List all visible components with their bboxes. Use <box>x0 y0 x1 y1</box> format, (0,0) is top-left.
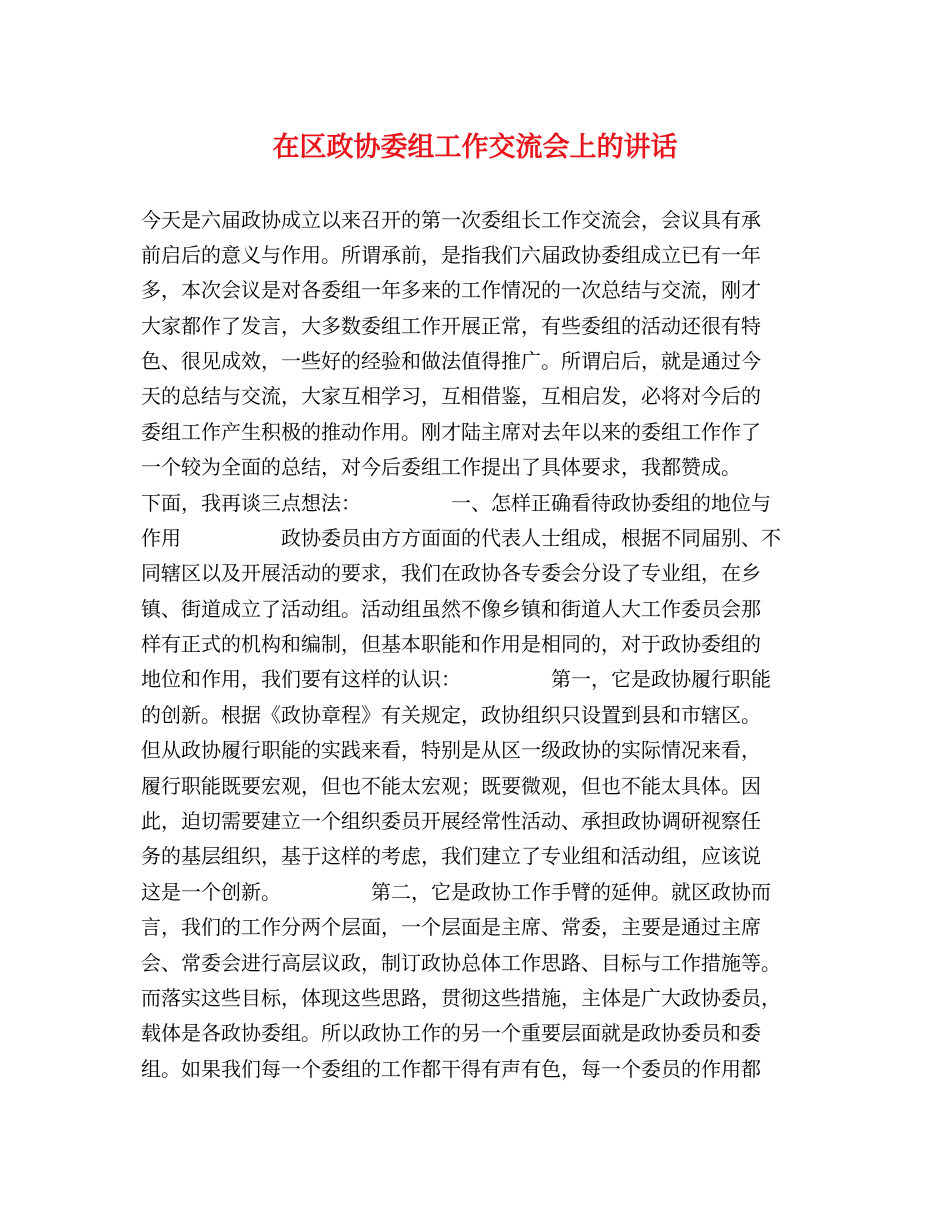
paragraph-line: 地位和作用，我们要有这样的认识： 第一，它是政协履行职能 <box>141 667 771 691</box>
paragraph-line: 此，迫切需要建立一个组织委员开展经常性活动、承担政协调研视察任 <box>141 809 761 833</box>
paragraph-line: 天的总结与交流，大家互相学习，互相借鉴，互相启发，必将对今后的 <box>141 384 761 408</box>
paragraph-line: 作用 政协委员由方方面面的代表人士组成，根据不同届别、不 <box>141 526 781 550</box>
paragraph-line: 会、常委会进行高层议政，制订政协总体工作思路、目标与工作措施等。 <box>141 951 781 975</box>
paragraph-line: 今天是六届政协成立以来召开的第一次委组长工作交流会，会议具有承 <box>141 208 761 232</box>
document-title: 在区政协委组工作交流会上的讲话 <box>272 132 678 163</box>
paragraph-line: 下面，我再谈三点想法： 一、怎样正确看待政协委组的地位与 <box>141 491 771 515</box>
paragraph-line: 而落实这些目标，体现这些思路，贯彻这些措施，主体是广大政协委员， <box>141 986 781 1010</box>
paragraph-line: 载体是各政协委组。所以政协工作的另一个重要层面就是政协委员和委 <box>141 1021 761 1045</box>
paragraph-line: 多，本次会议是对各委组一年多来的工作情况的一次总结与交流，刚才 <box>141 278 761 302</box>
paragraph-line: 同辖区以及开展活动的要求，我们在政协各专委会分设了专业组，在乡 <box>141 561 761 585</box>
paragraph-line: 样有正式的机构和编制，但基本职能和作用是相同的，对于政协委组的 <box>141 632 761 656</box>
paragraph-line: 色、很见成效，一些好的经验和做法值得推广。所谓启后，就是通过今 <box>141 349 761 373</box>
paragraph-line: 委组工作产生积极的推动作用。刚才陆主席对去年以来的委组工作作了 <box>141 420 761 444</box>
paragraph-line: 但从政协履行职能的实践来看，特别是从区一级政协的实际情况来看， <box>141 738 761 762</box>
paragraph-line: 务的基层组织，基于这样的考虑，我们建立了专业组和活动组，应该说 <box>141 844 761 868</box>
paragraph-line: 一个较为全面的总结，对今后委组工作提出了具体要求，我都赞成。 <box>141 455 741 479</box>
paragraph-line: 言，我们的工作分两个层面，一个层面是主席、常委，主要是通过主席 <box>141 915 761 939</box>
paragraph-line: 履行职能既要宏观，但也不能太宏观；既要微观，但也不能太具体。因 <box>141 774 761 798</box>
paragraph-line: 前启后的意义与作用。所谓承前，是指我们六届政协委组成立已有一年 <box>141 243 761 267</box>
paragraph-line: 镇、街道成立了活动组。活动组虽然不像乡镇和街道人大工作委员会那 <box>141 597 761 621</box>
paragraph-line: 组。如果我们每一个委组的工作都干得有声有色，每一个委员的作用都 <box>141 1057 761 1081</box>
paragraph-line: 的创新。根据《政协章程》有关规定，政协组织只设置到县和市辖区。 <box>141 703 761 727</box>
paragraph-line: 大家都作了发言，大多数委组工作开展正常，有些委组的活动还很有特 <box>141 314 761 338</box>
paragraph-line: 这是一个创新。 第二，它是政协工作手臂的延伸。就区政协而 <box>141 880 771 904</box>
